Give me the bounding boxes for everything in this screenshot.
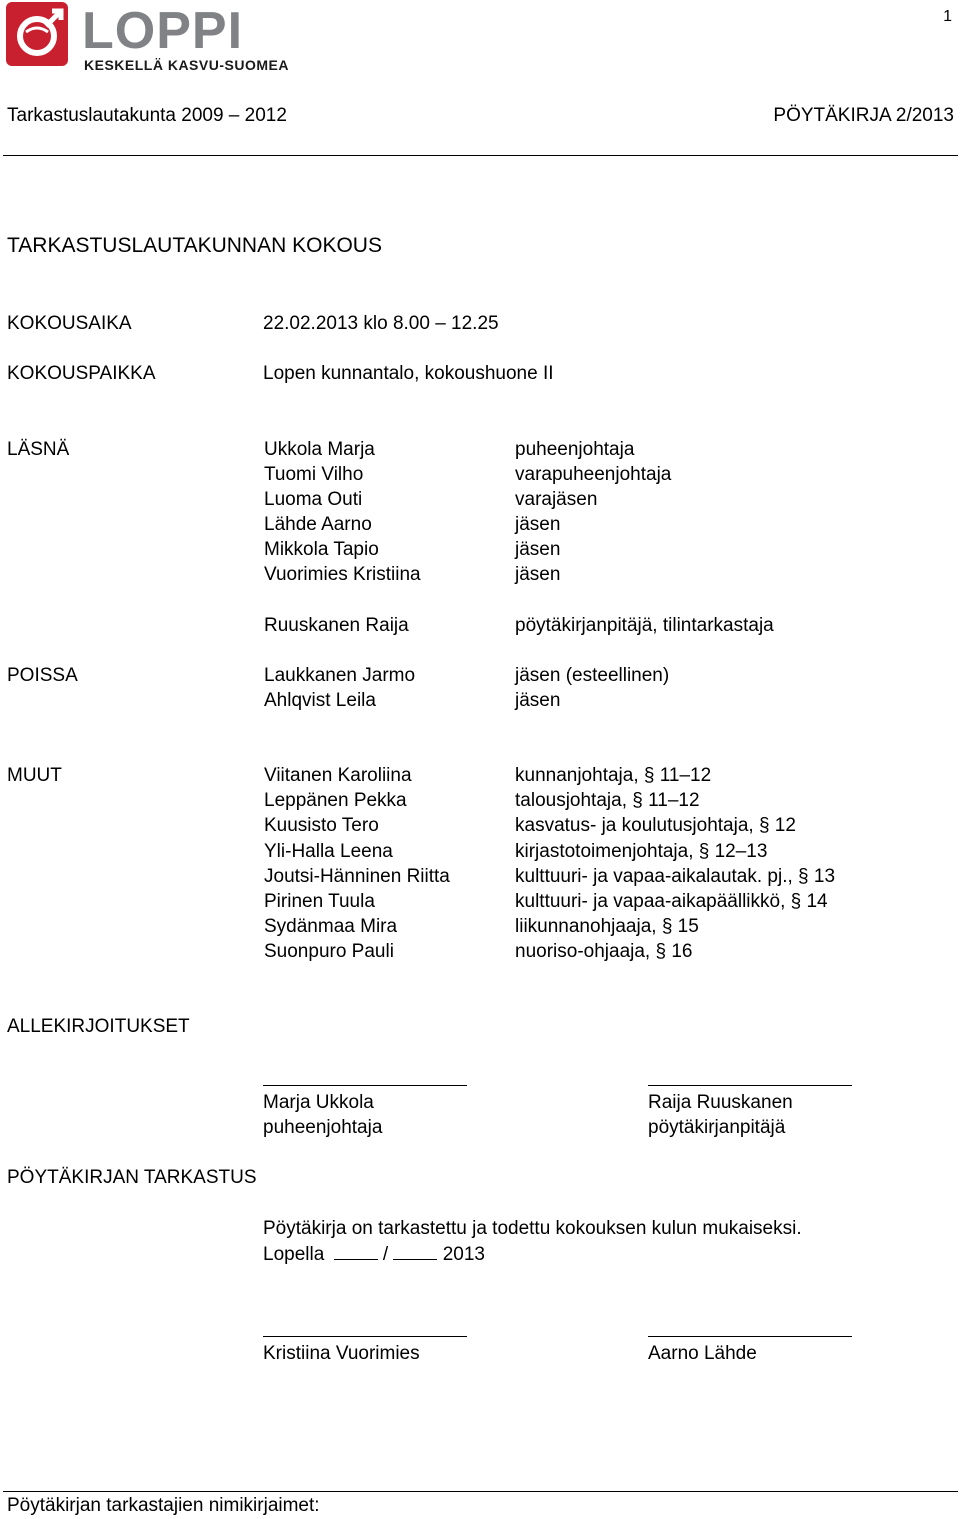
member-role: varapuheenjohtaja: [515, 464, 672, 485]
page-number: 1: [943, 8, 952, 25]
other-role: talousjohtaja, § 11–12: [515, 790, 700, 811]
other-role: nuoriso-ohjaaja, § 16: [515, 941, 693, 962]
member-role: jäsen: [515, 564, 561, 585]
meeting-place-value: Lopen kunnantalo, kokoushuone II: [263, 363, 554, 384]
member-role: jäsen: [515, 539, 561, 560]
reviewer-2-name: Aarno Lähde: [648, 1343, 757, 1364]
header-doc-number: PÖYTÄKIRJA 2/2013: [773, 105, 954, 126]
other-name: Leppänen Pekka: [264, 790, 407, 811]
member-name: Tuomi Vilho: [264, 464, 364, 485]
absent-name: Laukkanen Jarmo: [264, 665, 416, 686]
meeting-time-label: KOKOUSAIKA: [7, 313, 132, 334]
footer-divider: [3, 1491, 958, 1492]
date-separator: /: [382, 1244, 389, 1265]
member-role: puheenjohtaja: [515, 439, 635, 460]
absent-label: POISSA: [7, 665, 78, 686]
secretary-signature-role: pöytäkirjanpitäjä: [648, 1117, 786, 1138]
secretary-signature-name: Raija Ruuskanen: [648, 1092, 793, 1113]
other-role: kunnanjohtaja, § 11–12: [515, 765, 712, 786]
month-blank: [393, 1243, 437, 1260]
logo-mark-icon: [6, 2, 68, 66]
chair-role: puheenjohtaja: [263, 1117, 383, 1138]
logo-tagline: KESKELLÄ KASVU-SUOMEA: [84, 57, 289, 73]
other-name: Sydänmaa Mira: [264, 916, 398, 937]
absent-name: Ahlqvist Leila: [264, 690, 376, 711]
signature-line-secretary: [648, 1085, 852, 1086]
meeting-place-label: KOKOUSPAIKKA: [7, 363, 156, 384]
reviewer-1-name: Kristiina Vuorimies: [263, 1343, 420, 1364]
header-divider: [3, 155, 958, 156]
absent-role: jäsen: [515, 690, 561, 711]
others-label: MUUT: [7, 765, 62, 786]
present-label: LÄSNÄ: [7, 439, 70, 460]
day-blank: [334, 1243, 378, 1260]
member-name: Lähde Aarno: [264, 514, 372, 535]
loppi-logo: [6, 2, 296, 74]
review-year: 2013: [442, 1244, 485, 1265]
other-name: Pirinen Tuula: [264, 891, 375, 912]
member-name: Vuorimies Kristiina: [264, 564, 421, 585]
meeting-time-value: 22.02.2013 klo 8.00 – 12.25: [263, 313, 499, 334]
other-name: Suonpuro Pauli: [264, 941, 394, 962]
review-place: Lopella: [263, 1244, 325, 1265]
signature-line-chair: [263, 1085, 467, 1086]
member-role: varajäsen: [515, 489, 598, 510]
other-role: kirjastotoimenjohtaja, § 12–13: [515, 841, 768, 862]
member-role: jäsen: [515, 514, 561, 535]
review-date-line: [263, 1243, 485, 1266]
page-title: TARKASTUSLAUTAKUNNAN KOKOUS: [7, 234, 382, 257]
secretary-name: Ruuskanen Raija: [264, 615, 409, 636]
other-name: Joutsi-Hänninen Riitta: [264, 866, 450, 887]
chair-name: Marja Ukkola: [263, 1092, 374, 1113]
signature-line-reviewer-2: [648, 1336, 852, 1337]
other-role: liikunnanohjaaja, § 15: [515, 916, 699, 937]
footer-initials-label: Pöytäkirjan tarkastajien nimikirjaimet:: [7, 1495, 320, 1516]
member-name: Mikkola Tapio: [264, 539, 379, 560]
logo-name: LOPPI: [82, 2, 244, 60]
other-name: Yli-Halla Leena: [264, 841, 393, 862]
review-label: PÖYTÄKIRJAN TARKASTUS: [7, 1167, 257, 1188]
header-committee: Tarkastuslautakunta 2009 – 2012: [7, 105, 287, 126]
other-role: kulttuuri- ja vapaa-aikapäällikkö, § 14: [515, 891, 828, 912]
member-name: Luoma Outi: [264, 489, 363, 510]
review-statement: Pöytäkirja on tarkastettu ja todettu kokouksen kulun mukaiseksi.: [263, 1218, 802, 1239]
absent-role: jäsen (esteellinen): [515, 665, 670, 686]
other-role: kulttuuri- ja vapaa-aikalautak. pj., § 13: [515, 866, 836, 887]
other-name: Kuusisto Tero: [264, 815, 379, 836]
signature-line-reviewer-1: [263, 1336, 467, 1337]
other-role: kasvatus- ja koulutusjohtaja, § 12: [515, 815, 796, 836]
member-name: Ukkola Marja: [264, 439, 375, 460]
signatures-label: ALLEKIRJOITUKSET: [7, 1016, 190, 1037]
secretary-role: pöytäkirjanpitäjä, tilintarkastaja: [515, 615, 774, 636]
other-name: Viitanen Karoliina: [264, 765, 412, 786]
